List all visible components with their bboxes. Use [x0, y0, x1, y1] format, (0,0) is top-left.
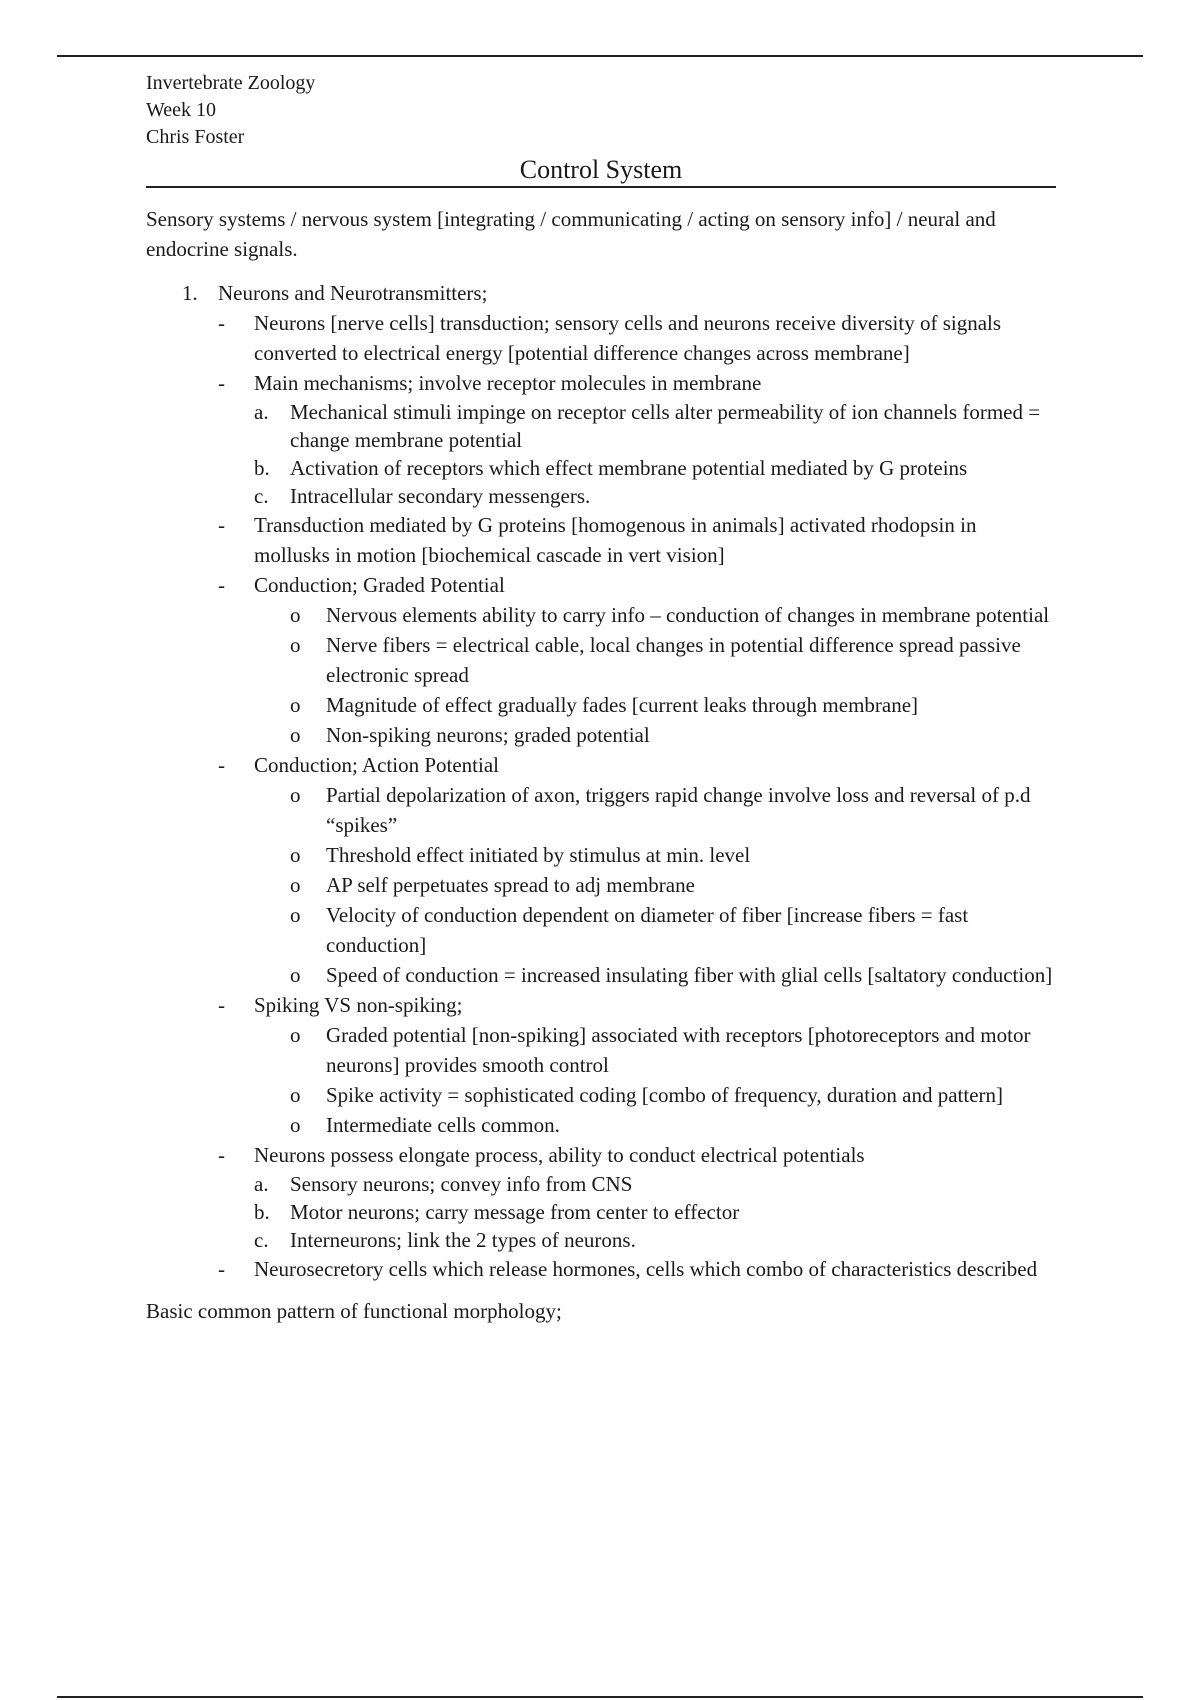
bullet-item — [146, 900, 1056, 960]
top-rule — [57, 55, 1143, 57]
item-text: Transduction mediated by G proteins [homogenous in animals] activated rhodopsin in mollusks in motion [biochemical cascade in vert vision] — [254, 513, 977, 567]
dash-marker: - — [218, 513, 225, 537]
bullet-text: Nerve fibers = electrical cable, local changes in potential difference spread passive electronic spread — [326, 633, 1021, 687]
item-text: Conduction; Graded Potential — [254, 573, 505, 597]
item-text: Neurons possess elongate process, ability to conduct electrical potentials — [254, 1143, 865, 1167]
sub-list-item — [146, 482, 1056, 510]
list-item — [146, 368, 1056, 398]
dash-marker: - — [218, 1257, 225, 1281]
bullet-item — [146, 630, 1056, 690]
item-text: Main mechanisms; involve receptor molecules in membrane — [254, 371, 762, 395]
week-label: Week 10 — [146, 99, 217, 121]
sub-item-text: Interneurons; link the 2 types of neurons. — [290, 1228, 636, 1252]
bullet-text: Non-spiking neurons; graded potential — [326, 723, 650, 747]
sub-item-text: Activation of receptors which effect membrane potential mediated by G proteins — [290, 456, 968, 480]
dash-marker: - — [218, 1143, 225, 1167]
bullet-marker: o — [290, 603, 301, 627]
bullet-item — [146, 780, 1056, 840]
dash-marker: - — [218, 573, 225, 597]
letter-marker: b. — [254, 1200, 270, 1224]
list-item — [146, 570, 1056, 600]
bullet-text: Speed of conduction = increased insulating fiber with glial cells [saltatory conduction] — [326, 963, 1053, 987]
bullet-marker: o — [290, 1113, 301, 1137]
letter-marker: b. — [254, 456, 270, 480]
bullet-marker: o — [290, 873, 301, 897]
course-name: Invertebrate Zoology — [146, 72, 316, 94]
bullet-item — [146, 1020, 1056, 1080]
author-name: Chris Foster — [146, 126, 245, 148]
bullet-marker: o — [290, 963, 301, 987]
dash-marker: - — [218, 371, 225, 395]
bullet-text: Magnitude of effect gradually fades [current leaks through membrane] — [326, 693, 919, 717]
closing-paragraph: Basic common pattern of functional morphology; — [146, 1299, 562, 1323]
document-page — [146, 70, 1056, 1326]
item-text: Neurosecretory cells which release hormones, cells which combo of characteristics described — [254, 1257, 1038, 1281]
letter-marker: a. — [254, 1172, 269, 1196]
bullet-marker: o — [290, 1083, 301, 1107]
list-item — [146, 308, 1056, 368]
bullet-marker: o — [290, 843, 301, 867]
item-text: Neurons [nerve cells] transduction; sensory cells and neurons receive diversity of signals converted to electrical energy [potential difference changes across membrane] — [254, 311, 1002, 365]
section-heading-row — [146, 278, 1056, 308]
bullet-text: Graded potential [non-spiking] associated with receptors [photoreceptors and motor neurons] provides smooth control — [326, 1023, 1031, 1077]
bullet-text: Threshold effect initiated by stimulus at min. level — [326, 843, 751, 867]
item-text: Spiking VS non-spiking; — [254, 993, 463, 1017]
sub-list-item — [146, 454, 1056, 482]
bullet-item — [146, 1110, 1056, 1140]
letter-marker: a. — [254, 400, 269, 424]
bullet-item — [146, 690, 1056, 720]
list-item — [146, 1140, 1056, 1170]
sub-item-text: Intracellular secondary messengers. — [290, 484, 591, 508]
intro-paragraph: Sensory systems / nervous system [integrating / communicating / acting on sensory info] / neural and endocrine signals. — [146, 207, 996, 261]
sub-list-item — [146, 1170, 1056, 1198]
bullet-marker: o — [290, 783, 301, 807]
dash-marker: - — [218, 753, 225, 777]
bottom-rule — [57, 1696, 1143, 1698]
bullet-item — [146, 1080, 1056, 1110]
bullet-item — [146, 870, 1056, 900]
bullet-item — [146, 720, 1056, 750]
sub-item-text: Sensory neurons; convey info from CNS — [290, 1172, 633, 1196]
bullet-text: Spike activity = sophisticated coding [combo of frequency, duration and pattern] — [326, 1083, 1004, 1107]
list-item — [146, 1254, 1056, 1284]
bullet-text: Nervous elements ability to carry info – conduction of changes in membrane potential — [326, 603, 1050, 627]
list-item — [146, 990, 1056, 1020]
page-title: Control System — [146, 155, 1056, 188]
section-heading: Neurons and Neurotransmitters; — [218, 281, 488, 305]
sub-list-item — [146, 1198, 1056, 1226]
sub-list-item — [146, 398, 1056, 454]
dash-marker: - — [218, 311, 225, 335]
list-item — [146, 750, 1056, 780]
bullet-item — [146, 840, 1056, 870]
bullet-marker: o — [290, 633, 301, 657]
bullet-marker: o — [290, 1023, 301, 1047]
bullet-text: AP self perpetuates spread to adj membrane — [326, 873, 695, 897]
list-item — [146, 510, 1056, 570]
section-number: 1. — [182, 281, 198, 305]
sub-item-text: Mechanical stimuli impinge on receptor cells alter permeability of ion channels formed = change membrane potential — [290, 400, 1041, 452]
sub-list-item — [146, 1226, 1056, 1254]
bullet-item — [146, 960, 1056, 990]
bullet-text: Velocity of conduction dependent on diameter of fiber [increase fibers = fast conduction] — [326, 903, 969, 957]
bullet-text: Intermediate cells common. — [326, 1113, 560, 1137]
dash-marker: - — [218, 993, 225, 1017]
sub-item-text: Motor neurons; carry message from center to effector — [290, 1200, 740, 1224]
bullet-text: Partial depolarization of axon, triggers rapid change involve loss and reversal of p.d “spikes” — [326, 783, 1031, 837]
item-text: Conduction; Action Potential — [254, 753, 499, 777]
letter-marker: c. — [254, 1228, 269, 1252]
bullet-marker: o — [290, 723, 301, 747]
bullet-marker: o — [290, 693, 301, 717]
bullet-item — [146, 600, 1056, 630]
letter-marker: c. — [254, 484, 269, 508]
section-neurons — [146, 278, 1056, 1284]
bullet-marker: o — [290, 903, 301, 927]
